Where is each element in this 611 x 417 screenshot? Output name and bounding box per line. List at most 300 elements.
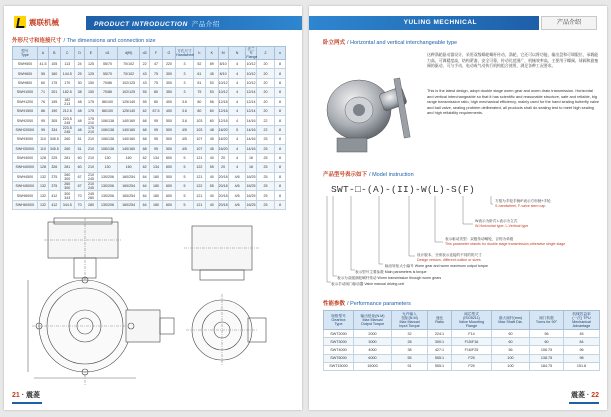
- table-cell: SWH3000: [13, 135, 38, 144]
- column-header: 阀门转数 Turns for 90°: [530, 311, 564, 330]
- column-header: 方孔尺寸 Handwheel: [176, 47, 194, 60]
- table-cell: 51: [74, 144, 84, 153]
- table-cell: SWH800: [13, 78, 38, 87]
- table-cell: 55/70: [97, 60, 118, 69]
- table-cell: 125/140: [118, 97, 140, 106]
- table-cell: SWH4500: [13, 172, 38, 181]
- column-header: N: [228, 47, 246, 60]
- table-cell: 20: [218, 163, 228, 172]
- table-cell: 20: [256, 106, 275, 115]
- table-cell: 75: [193, 88, 205, 97]
- left-page-number: 21 · 震菱: [12, 392, 41, 399]
- table-cell: 210 245: [85, 172, 97, 181]
- table-cell: 25: [256, 200, 275, 209]
- table-row: [324, 330, 600, 338]
- table-cell: 4/5: [176, 144, 194, 153]
- table-cell: 67: [74, 182, 84, 191]
- table-cell: 4/6: [228, 172, 246, 181]
- table-cell: 140/160: [118, 125, 140, 134]
- table-cell: 220: [162, 60, 175, 69]
- table-cell: 3: [176, 60, 194, 69]
- table-cell: 55/70: [97, 69, 118, 78]
- table-cell: 62: [140, 106, 150, 115]
- table-cell: 5: [176, 182, 194, 191]
- description-en: This is the latest design, adopt double stage worm gear and worm drain transmission. Horizontal and vertical interchangeable so that it has scientific and reasonable structure, safe and reliable, big range transmission ratio, high mechanical efficiency, mainly used for the hand sealing butterfly valve and ball valve, sealing problem deliberated, all products shall do sealing test to meet high sealing and high reliability requirements.: [427, 88, 599, 116]
- table-cell: 60: [74, 163, 84, 172]
- table-cell: 55: [140, 97, 150, 106]
- table-cell: 4: [228, 88, 246, 97]
- table-cell: 300:1: [428, 338, 452, 346]
- table-cell: 500: [162, 116, 175, 125]
- table-cell: 500: [162, 144, 175, 153]
- table-cell: 10/12: [246, 78, 256, 87]
- table-cell: 175: [85, 97, 97, 106]
- table-cell: 300: [162, 78, 175, 87]
- model-note: This parameter stands for double stage transmission,otherwise single stage: [445, 242, 566, 246]
- right-page-number: 震菱 · 22: [570, 392, 599, 399]
- table-cell: SWH4000X: [13, 163, 38, 172]
- model-note: 方框为手轮手柄/F表示方形柄+手轮: [495, 199, 551, 203]
- table-cell: 55: [206, 163, 218, 172]
- table-row: [13, 116, 294, 125]
- table-cell: 20/18: [218, 200, 228, 209]
- column-header: n: [275, 47, 285, 60]
- table-cell: 8: [275, 60, 285, 69]
- table-cell: 24: [74, 60, 84, 69]
- right-page: [309, 6, 607, 410]
- table-cell: 28: [392, 338, 428, 346]
- table-cell: 20/18: [218, 172, 228, 181]
- table-cell: 60: [492, 338, 530, 346]
- table-cell: 281: [60, 153, 74, 162]
- table-cell: 4: [228, 69, 246, 78]
- column-header: 机械效益率 (一次) TPU Mechanical Advantage: [564, 311, 600, 330]
- table-cell: 138.75: [530, 354, 564, 362]
- table-cell: 40: [206, 172, 218, 181]
- table-cell: 25: [256, 144, 275, 153]
- table-cell: 350: [162, 88, 175, 97]
- table-cell: 68: [140, 116, 150, 125]
- table-cell: 25: [256, 153, 275, 162]
- table-cell: 60: [37, 78, 48, 87]
- table-cell: 400: [162, 97, 175, 106]
- table-row: [13, 106, 294, 115]
- table-cell: 4: [228, 153, 246, 162]
- table-cell: 20: [256, 60, 275, 69]
- table-cell: SWH600: [13, 69, 38, 78]
- table-cell: 8: [275, 97, 285, 106]
- table-cell: 175: [85, 106, 97, 115]
- table-cell: 3: [176, 78, 194, 87]
- left-page: [4, 6, 302, 410]
- table-cell: SWH1000: [13, 88, 38, 97]
- table-cell: 600: [162, 200, 175, 209]
- table-row: [13, 97, 294, 106]
- table-cell: 160: [118, 163, 140, 172]
- table-cell: 103: [193, 116, 205, 125]
- column-header: Z: [256, 47, 275, 60]
- table-cell: 12/16: [218, 97, 228, 106]
- table-cell: 60: [492, 330, 530, 338]
- table-cell: F14: [452, 330, 492, 338]
- table-cell: 16/25: [246, 200, 256, 209]
- table-cell: 76: [37, 97, 48, 106]
- table-cell: 110: [37, 135, 48, 144]
- table-cell: 51: [74, 135, 84, 144]
- table-cell: 75: [150, 69, 162, 78]
- table-cell: 25: [256, 135, 275, 144]
- table-cell: 38: [74, 88, 84, 97]
- table-cell: 130/206: [97, 200, 118, 209]
- table-cell: 8: [275, 172, 285, 181]
- table-cell: 48: [74, 97, 84, 106]
- table-cell: 500: [162, 172, 175, 181]
- table-cell: 334: [49, 125, 60, 134]
- table-cell: 20: [256, 97, 275, 106]
- table-cell: 20: [256, 88, 275, 97]
- table-cell: 8: [275, 135, 285, 144]
- table-cell: 3: [176, 69, 194, 78]
- table-cell: 80: [150, 88, 162, 97]
- table-cell: 160/254: [118, 191, 140, 200]
- table-row: [13, 191, 294, 200]
- column-header: E: [85, 47, 97, 60]
- table-cell: 48: [74, 116, 84, 125]
- column-header: 法兰号 Flange: [246, 47, 258, 59]
- table-cell: 500: [162, 125, 175, 134]
- table-cell: 300: [162, 69, 175, 78]
- table-cell: SWT2000: [324, 330, 354, 338]
- table-cell: 175 210: [85, 116, 97, 125]
- table-cell: 122: [193, 182, 205, 191]
- table-cell: 25: [256, 182, 275, 191]
- table-cell: 500: [162, 135, 175, 144]
- table-cell: 4: [228, 144, 246, 153]
- table-cell: 184.75: [530, 362, 564, 370]
- table-cell: 12/16: [218, 116, 228, 125]
- table-cell: 140/160: [118, 135, 140, 144]
- table-cell: 8: [275, 106, 285, 115]
- table-cell: 375: [49, 172, 60, 181]
- model-note: W-Horizontal type, L-Vertical type: [475, 224, 529, 228]
- table-cell: F15/F16: [452, 338, 492, 346]
- table-cell: 45: [206, 69, 218, 78]
- table-cell: SWT15000: [324, 362, 354, 370]
- table-cell: 130: [97, 163, 118, 172]
- table-cell: 345.5: [49, 144, 60, 153]
- table-cell: 160: [49, 69, 60, 78]
- table-cell: 8: [275, 78, 285, 87]
- table-cell: 3.6: [176, 97, 194, 106]
- column-header: C: [60, 47, 74, 60]
- table-cell: 4: [228, 116, 246, 125]
- table-row: [324, 354, 600, 362]
- table-cell: 224:1: [428, 330, 452, 338]
- table-cell: 281: [60, 163, 74, 172]
- table-cell: 89: [206, 60, 218, 69]
- table-cell: 300 343: [60, 191, 74, 200]
- table-cell: 3.6: [176, 116, 194, 125]
- table-row: [13, 200, 294, 209]
- table-cell: SWH4500X: [13, 182, 38, 191]
- table-row: [13, 135, 294, 144]
- table-cell: 8: [275, 153, 285, 162]
- table-cell: 12/14: [246, 88, 256, 97]
- column-header: M: [218, 47, 228, 60]
- model-note: 输出转矩大小编号 Worm gear and worm maximum output torque: [385, 264, 488, 268]
- table-cell: 555:1: [428, 354, 452, 362]
- table-cell: 210: [85, 153, 97, 162]
- table-cell: 48: [74, 125, 84, 134]
- table-cell: 4000: [354, 346, 392, 354]
- table-cell: 150: [85, 88, 97, 97]
- table-cell: 210 245: [85, 182, 97, 191]
- table-cell: 40: [206, 191, 218, 200]
- table-cell: 4: [228, 163, 246, 172]
- table-cell: 260 300: [60, 172, 74, 181]
- table-cell: 47: [150, 60, 162, 69]
- table-cell: 53: [206, 88, 218, 97]
- table-cell: 16: [246, 153, 256, 162]
- table-cell: 375: [49, 182, 60, 191]
- table-row: [13, 153, 294, 162]
- table-cell: 102/125: [118, 78, 140, 87]
- table-cell: 3000: [354, 338, 392, 346]
- table-cell: 14/16: [246, 116, 256, 125]
- table-cell: 122: [193, 163, 205, 172]
- table-cell: 130/206: [97, 191, 118, 200]
- table-cell: 45: [564, 330, 600, 338]
- column-header: 阀芯型式 (ISO5211) Valve Mounting Flange: [452, 311, 492, 330]
- table-cell: 5: [176, 172, 194, 181]
- table-cell: 10/12: [246, 69, 256, 78]
- table-cell: 121: [193, 191, 205, 200]
- table-cell: SWH6000X: [13, 200, 38, 209]
- table-cell: 106/138: [97, 125, 118, 134]
- performance-section-title: 性能参数 / Performance parameters: [323, 301, 411, 307]
- table-cell: 95: [37, 116, 48, 125]
- table-cell: 53: [206, 78, 218, 87]
- table-cell: 12/16: [218, 106, 228, 115]
- table-cell: 20: [218, 153, 228, 162]
- table-cell: 5: [176, 153, 194, 162]
- table-cell: 80: [150, 97, 162, 106]
- table-cell: 16/20: [218, 144, 228, 153]
- model-note: 表示型号主要参数 Main parameters is torque: [355, 270, 427, 274]
- table-cell: 400: [162, 106, 175, 115]
- table-cell: 64: [140, 182, 150, 191]
- table-cell: 8: [275, 88, 285, 97]
- table-cell: 41.5: [37, 60, 48, 69]
- table-cell: 96: [564, 346, 600, 354]
- table-cell: 15000: [354, 362, 392, 370]
- table-cell: 150: [85, 78, 97, 87]
- table-cell: 12/14: [246, 106, 256, 115]
- table-cell: 260: [60, 144, 74, 153]
- column-header: 规格型号 Gearbox Type: [324, 311, 354, 330]
- model-note: S-handwheel, F-valve stem cap: [495, 204, 546, 208]
- table-cell: 52: [193, 60, 205, 69]
- table-cell: 130/206: [97, 182, 118, 191]
- table-cell: 210: [85, 163, 97, 172]
- table-cell: 412: [49, 191, 60, 200]
- table-cell: 2000: [354, 330, 392, 338]
- header-title: PRODUCT INTRODUCTION 产品介绍: [94, 21, 220, 28]
- table-cell: 4: [228, 60, 246, 69]
- table-cell: 105: [49, 60, 60, 69]
- table-cell: 80: [193, 106, 205, 115]
- table-cell: 8: [275, 200, 285, 209]
- model-note: 表示为双级涡轮蜗杆传动 Worm transmission through worm gears: [337, 276, 442, 280]
- table-cell: 326: [49, 163, 60, 172]
- table-cell: 43: [140, 69, 150, 78]
- table-cell: 170: [60, 78, 74, 87]
- table-cell: 100: [492, 354, 530, 362]
- table-cell: 107: [193, 135, 205, 144]
- model-note: Design version, different outline or sizes: [417, 258, 481, 262]
- table-cell: 95: [150, 116, 162, 125]
- table-cell: 16: [246, 163, 256, 172]
- table-cell: 25: [256, 191, 275, 200]
- table-cell: 175: [49, 78, 60, 87]
- table-cell: SWT3000: [324, 338, 354, 346]
- table-row: [324, 338, 600, 346]
- table-cell: 160/254: [118, 172, 140, 181]
- table-cell: SWT6000: [324, 354, 354, 362]
- table-cell: 40: [206, 200, 218, 209]
- table-cell: 125: [85, 69, 97, 78]
- table-cell: 14/16: [246, 125, 256, 134]
- table-cell: 91: [392, 362, 428, 370]
- table-cell: SWH1500: [13, 106, 38, 115]
- column-header: F: [150, 47, 162, 60]
- model-note: 表示驱动类型：双级传动蜗轮，否则为单级: [445, 237, 514, 241]
- table-cell: 32: [392, 330, 428, 338]
- table-cell: 86/100: [97, 106, 118, 115]
- table-cell: 8: [275, 144, 285, 153]
- table-cell: 86/100: [97, 97, 118, 106]
- table-cell: 45: [206, 135, 218, 144]
- table-cell: 600: [162, 191, 175, 200]
- product-photo: [319, 50, 419, 160]
- table-cell: 125: [85, 60, 97, 69]
- table-cell: 160: [118, 153, 140, 162]
- table-row: [13, 69, 294, 78]
- table-cell: 25: [74, 69, 84, 78]
- table-cell: 427:1: [428, 346, 452, 354]
- column-header: 允许输入 扭矩(N.M) Max Manual Input Torque: [392, 311, 428, 330]
- table-cell: 555:1: [428, 362, 452, 370]
- company-logo-text: 震联机械: [29, 18, 59, 27]
- table-row: [13, 144, 294, 153]
- table-cell: 4: [228, 135, 246, 144]
- table-cell: 10/12: [218, 78, 228, 87]
- table-cell: 8: [275, 182, 285, 191]
- column-header: 型号 Type: [13, 47, 38, 60]
- table-cell: 56: [206, 97, 218, 106]
- table-cell: 140/160: [118, 144, 140, 153]
- table-cell: 305: [49, 116, 60, 125]
- column-header: d(f9): [118, 47, 140, 60]
- table-cell: 95: [150, 135, 162, 144]
- model-code: SWT-□-(A)-(II)-W(L)-S(F): [331, 184, 476, 195]
- table-cell: 22: [256, 116, 275, 125]
- table-cell: F16/F25: [452, 346, 492, 354]
- table-cell: 6000: [354, 354, 392, 362]
- table-cell: SWH3000X: [13, 144, 38, 153]
- table-cell: 64: [140, 172, 150, 181]
- table-cell: 180: [150, 200, 162, 209]
- table-cell: 121: [193, 172, 205, 181]
- table-cell: 195: [49, 97, 60, 106]
- table-cell: 16/25: [246, 191, 256, 200]
- column-header: A: [37, 47, 48, 60]
- table-cell: 80: [193, 97, 205, 106]
- table-cell: 182.5: [60, 88, 74, 97]
- table-cell: 8: [275, 116, 285, 125]
- table-cell: 70/102: [118, 69, 140, 78]
- column-header: d1: [97, 47, 118, 60]
- table-cell: 8: [275, 163, 285, 172]
- table-cell: 130: [97, 153, 118, 162]
- table-cell: 70/86: [97, 88, 118, 97]
- column-header: 速比 Ratio: [428, 311, 452, 330]
- table-cell: 8: [275, 69, 285, 78]
- table-cell: 5: [176, 191, 194, 200]
- column-header: G: [162, 47, 175, 60]
- table-cell: 134: [150, 163, 162, 172]
- table-cell: 100: [492, 362, 530, 370]
- table-cell: 180: [150, 172, 162, 181]
- header-band: [86, 16, 302, 30]
- table-cell: 134: [150, 153, 162, 162]
- table-cell: 60: [74, 153, 84, 162]
- table-cell: 175 210: [85, 125, 97, 134]
- table-cell: 121: [193, 200, 205, 209]
- dimensions-section-title: 外形尺寸和连接尺寸 / The dimensions and connection size: [12, 38, 156, 44]
- table-cell: 144.5: [60, 69, 74, 78]
- table-cell: 30: [74, 78, 84, 87]
- table-cell: SWH2000: [13, 116, 38, 125]
- header-tag: 产品介绍: [541, 16, 597, 30]
- table-cell: 56: [492, 346, 530, 354]
- table-cell: 68: [140, 144, 150, 153]
- table-cell: 38: [392, 346, 428, 354]
- table-cell: 182 213: [60, 97, 74, 106]
- table-cell: 95: [150, 144, 162, 153]
- table-cell: 22: [140, 60, 150, 69]
- table-cell: 223.5 245: [60, 125, 74, 134]
- table-cell: 3.6: [176, 106, 194, 115]
- table-cell: 10/12: [246, 60, 256, 69]
- table-cell: 60: [530, 338, 564, 346]
- table-cell: 132: [37, 172, 48, 181]
- table-cell: 14/16: [246, 144, 256, 153]
- table-cell: SWH2000X: [13, 125, 38, 134]
- column-header: B: [49, 47, 60, 60]
- footer-bar: [569, 402, 599, 404]
- table-cell: 8: [275, 191, 285, 200]
- table-cell: 16/25: [246, 182, 256, 191]
- table-cell: 56: [530, 330, 564, 338]
- table-cell: 600: [162, 182, 175, 191]
- table-cell: 70: [74, 200, 84, 209]
- table-cell: 190: [49, 106, 60, 115]
- table-cell: 86: [37, 106, 48, 115]
- table-cell: 55: [392, 354, 428, 362]
- table-cell: 20: [256, 78, 275, 87]
- table-cell: SWH6000: [13, 191, 38, 200]
